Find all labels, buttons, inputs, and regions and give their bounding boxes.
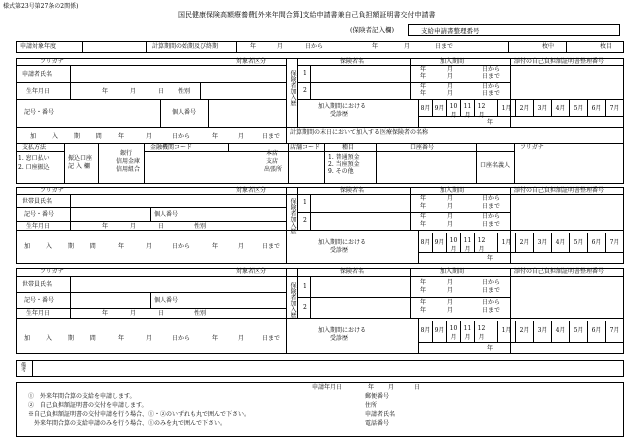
m2-jp-y: 年 [118, 335, 125, 342]
insurer-history-label: 保険者加入歴 [289, 70, 296, 106]
birth-label: 生年月日 [26, 88, 51, 95]
visit-month-cell[interactable]: 4月 [551, 321, 569, 342]
visit-month-cell[interactable]: 7月 [605, 321, 623, 342]
s2-visit-label: 加入期間における [318, 239, 367, 246]
page-number-label: 枚目 [600, 43, 613, 50]
insurer-use-label: (保険者記入欄) [350, 26, 395, 34]
branch-type-3: 出張所 [264, 166, 283, 173]
member-symbol-label: 記号・番号 [24, 211, 55, 218]
period-to: 日まで [435, 43, 454, 50]
m2-birth-y: 年 [102, 310, 109, 317]
bank-type-2: 信用金庫 [116, 158, 141, 165]
history-row-2: 2 [303, 87, 307, 94]
visit-month-cell[interactable]: 4月 [551, 99, 569, 116]
visit-month-cell[interactable]: 6月 [587, 321, 605, 342]
r1-to-m: 月 [447, 73, 454, 80]
footer-line-2[interactable]: ② 自己負担額証明書の交付を申請します。 [28, 402, 148, 409]
r1-to-y: 年 [420, 73, 427, 80]
r1-from-y: 年 [420, 66, 427, 73]
visit-month-cell[interactable]: 10月 [446, 233, 460, 252]
year-label: 申請対象年度 [20, 43, 57, 50]
furigana-label-3: フリガナ [40, 268, 64, 275]
r2-to-d: 日まで [482, 90, 501, 97]
s3-r2-ty: 年 [420, 307, 427, 314]
transfer-label: 振込口座 [68, 155, 93, 162]
r2-to-m: 月 [447, 90, 454, 97]
s3-r1-td: 日まで [482, 287, 501, 294]
jp-from: 日から [172, 133, 191, 140]
birth-year: 年 [102, 88, 109, 95]
s3-r1-fy: 年 [420, 279, 427, 286]
visit-month-cell[interactable]: 2月 [515, 233, 533, 252]
m2-jp-from: 日から [172, 335, 191, 342]
visit-month-cell[interactable]: 1月 [497, 99, 515, 116]
member2-join-label: 加 入 期 間 [24, 335, 103, 342]
m-jp-from: 日から [172, 243, 191, 250]
join-period-label-2: 加入期間 [440, 187, 465, 194]
furigana-label-2: フリガナ [40, 187, 64, 194]
holder-furigana-label: フリガナ [520, 144, 544, 151]
s2-r1-fd: 日から [482, 195, 501, 202]
m-jp-m2: 月 [238, 243, 245, 250]
r1-from-m: 月 [447, 66, 454, 73]
visit-month-cell[interactable]: 5月 [569, 233, 587, 252]
s3-r2-tm: 月 [447, 307, 454, 314]
s3-r2-fy: 年 [420, 299, 427, 306]
visit-month-cell[interactable]: 12月 [474, 99, 488, 116]
applicant-label: 申請者氏名 [365, 411, 396, 418]
visit-month-cell[interactable]: 2月 [515, 321, 533, 342]
r2-from-d: 日から [482, 83, 501, 90]
transfer-label-2: 記 入 欄 [68, 163, 90, 170]
period-month-unit: 月 [277, 43, 284, 50]
insurer-history-label-2: 保険者加入歴 [289, 198, 296, 234]
s2-visit-label-2: 受診歴 [330, 247, 349, 254]
financial-code-label: 金融機関コード [150, 144, 193, 151]
visit-month-cell[interactable]: 7月 [605, 233, 623, 252]
visit-month-cell[interactable]: 9月 [432, 321, 446, 342]
member-birth-label: 生年月日 [26, 223, 51, 230]
bank-type-3: 信用組合 [116, 166, 141, 173]
visit-year-unit: 年 [487, 119, 494, 126]
visit-month-cell[interactable]: 8月 [418, 233, 432, 252]
s2-r1-ty: 年 [420, 203, 427, 210]
attached-cert-label: 添付の自己負担額証明書整理番号 [514, 58, 605, 65]
category-label-2: 対象者区分 [236, 187, 267, 194]
form-title: 国民健康保険高額療養費[外来年間合算]支給申請書兼自己負担額証明書交付申請書 [178, 11, 436, 19]
r1-to-d: 日まで [482, 73, 501, 80]
branch-type-1: 本店 [266, 150, 279, 157]
visit-month-cell[interactable]: 11月 [460, 321, 474, 342]
visit-month-cell[interactable]: 5月 [569, 321, 587, 342]
remarks-box[interactable] [16, 360, 624, 377]
period-year-unit: 年 [250, 43, 257, 50]
ledger-number-label: 支給申請書整理番号 [421, 27, 480, 35]
member-join-label: 加 入 期 間 [24, 243, 103, 250]
period-month-unit-2: 月 [404, 43, 411, 50]
symbol-number-label: 記号・番号 [24, 109, 55, 116]
m2-row-1: 1 [303, 283, 307, 290]
visit-month-cell[interactable]: 11月 [460, 99, 474, 116]
form-number: 様式第23号第27条の2関係) [3, 3, 79, 10]
visit-month-cell[interactable]: 1月 [497, 233, 515, 252]
s2-r2-ty: 年 [420, 221, 427, 228]
payment-option-1[interactable]: 1. 窓口払い [18, 155, 50, 162]
period-year-unit-2: 年 [372, 43, 379, 50]
jp-to: 日まで [262, 133, 281, 140]
end-insurer-label: 計算期間の末日において加入する医療保険者の名称 [290, 129, 429, 136]
date-day: 日 [414, 384, 421, 391]
m2-birth-d: 日 [158, 310, 165, 317]
visit-month-cell[interactable]: 3月 [533, 99, 551, 116]
account-option-3[interactable]: 9. その他 [328, 168, 354, 175]
personal-number-label: 個人番号 [172, 109, 197, 116]
member2-symbol-label: 記号・番号 [24, 297, 55, 304]
visit-month-cell[interactable]: 3月 [533, 321, 551, 342]
s3-visit-label: 加入期間における [318, 327, 367, 334]
visit-month-cell[interactable]: 11月 [460, 233, 474, 252]
account-type-label: 種目 [342, 144, 355, 151]
account-option-2[interactable]: 2. 当座預金 [328, 161, 360, 168]
payment-method-label: 支払方法 [22, 144, 47, 151]
s3-visit-year: 年 [487, 345, 494, 352]
s2-r1-fy: 年 [420, 195, 427, 202]
m-row-1: 1 [303, 199, 307, 206]
s2-r2-fm: 月 [447, 213, 454, 220]
date-label: 申請年月日 [312, 384, 343, 391]
s2-r1-td: 日まで [482, 203, 501, 210]
member-personal-label: 個人番号 [154, 211, 179, 218]
remarks-label: 備考 [20, 362, 26, 372]
birth-month: 月 [130, 88, 137, 95]
s2-r2-fd: 日から [482, 213, 501, 220]
visit-month-cell[interactable]: 8月 [418, 321, 432, 342]
m-jp-y2: 年 [212, 243, 219, 250]
m2-jp-to: 日まで [262, 335, 281, 342]
visit-month-cell[interactable]: 3月 [533, 233, 551, 252]
birth-day: 日 [158, 88, 165, 95]
visit-month-cell[interactable]: 10月 [446, 321, 460, 342]
member2-name-label: 世帯員氏名 [22, 281, 53, 288]
period-from: 日から [305, 43, 324, 50]
m-sex: 性別 [194, 223, 207, 230]
s2-r2-fy: 年 [420, 213, 427, 220]
visit-month-cell[interactable]: 12月 [474, 233, 488, 252]
visit-month-cell[interactable]: 7月 [605, 99, 623, 116]
m2-jp-m: 月 [146, 335, 153, 342]
s2-visit-year: 年 [487, 255, 494, 262]
applicant-name-label: 申請者氏名 [22, 71, 53, 78]
category-label-3: 対象者区分 [236, 268, 267, 275]
visit-month-cell[interactable]: 6月 [587, 99, 605, 116]
jp-month: 月 [146, 133, 153, 140]
insurer-name-label-3: 保険者名 [340, 268, 365, 275]
history-row-1: 1 [303, 70, 307, 77]
m-jp-to: 日まで [262, 243, 281, 250]
visit-month-cell[interactable]: 9月 [432, 99, 446, 116]
s2-r1-fm: 月 [447, 195, 454, 202]
s2-r1-tm: 月 [447, 203, 454, 210]
visit-history-label: 加入期間における [318, 103, 367, 110]
visit-month-cell[interactable]: 6月 [587, 233, 605, 252]
m-row-2: 2 [303, 217, 307, 224]
s3-r2-fm: 月 [447, 299, 454, 306]
visit-month-cell[interactable]: 9月 [432, 233, 446, 252]
phone-label: 電話番号 [365, 420, 390, 427]
s3-r1-tm: 月 [447, 287, 454, 294]
s3-r1-fm: 月 [447, 279, 454, 286]
visit-month-cell[interactable]: 4月 [551, 233, 569, 252]
m2-jp-y2: 年 [212, 335, 219, 342]
visit-history-label-2: 受診歴 [330, 111, 349, 118]
s2-r2-td: 日まで [482, 221, 501, 228]
s3-visit-label-2: 受診歴 [330, 335, 349, 342]
applicant-name-field[interactable] [72, 67, 284, 80]
jp-year: 年 [118, 133, 125, 140]
visit-month-cell[interactable]: 10月 [446, 99, 460, 116]
account-option-1[interactable]: 1. 普通預金 [328, 154, 360, 161]
m2-row-2: 2 [303, 304, 307, 311]
ledger-number-field[interactable] [408, 24, 620, 36]
holder-name-label: 口座名義人 [480, 162, 511, 169]
s3-r2-fd: 日から [482, 299, 501, 306]
insurer-name-label: 保険者名 [340, 58, 365, 65]
page-of-label: 枚中 [542, 43, 555, 50]
member-name-label: 世帯員氏名 [22, 198, 53, 205]
category-label: 対象者区分 [236, 58, 267, 65]
s3-r1-ty: 年 [420, 287, 427, 294]
m2-birth-m: 月 [130, 310, 137, 317]
m-birth-d: 日 [158, 223, 165, 230]
bank-type-1: 銀行 [120, 150, 133, 157]
jp-month-2: 月 [238, 133, 245, 140]
visit-month-cell[interactable]: 8月 [418, 99, 432, 116]
visit-month-cell[interactable]: 2月 [515, 99, 533, 116]
insurer-history-label-3: 保険者加入歴 [289, 282, 296, 318]
footer-line-1[interactable]: ① 外来年間合算の支給を申請します。 [28, 393, 136, 400]
member2-personal-label: 個人番号 [154, 297, 179, 304]
m-birth-m: 月 [130, 223, 137, 230]
m2-sex: 性別 [194, 310, 207, 317]
payment-option-2[interactable]: 2. 口座振込 [18, 164, 50, 171]
attached-cert-label-2: 添付の自己負担額証明書整理番号 [514, 187, 605, 194]
visit-month-cell[interactable]: 5月 [569, 99, 587, 116]
jp-year-2: 年 [212, 133, 219, 140]
footer-line-4: 外来年間合算の支給申請のみを行う場合、①のみを丸で囲んで下さい。 [28, 420, 227, 427]
member2-birth-label: 生年月日 [26, 310, 51, 317]
sex-label: 性別 [178, 88, 191, 95]
join-period-label-3: 加入期間 [440, 268, 465, 275]
m2-jp-m2: 月 [238, 335, 245, 342]
m-jp-m: 月 [146, 243, 153, 250]
postal-code-label: 郵便番号 [365, 393, 390, 400]
s2-r2-tm: 月 [447, 221, 454, 228]
period-label: 計算期間の始期及び終期 [152, 43, 219, 50]
branch-code-label: 店舗コード [290, 144, 321, 151]
m-birth-y: 年 [102, 223, 109, 230]
insurer-name-label-2: 保険者名 [340, 187, 365, 194]
m-jp-y: 年 [118, 243, 125, 250]
r2-from-y: 年 [420, 83, 427, 90]
date-month: 月 [388, 384, 395, 391]
footer-line-3: ※自己負担額証明書の交付申請を行う場合、①・②のいずれも丸で囲んで下さい。 [28, 411, 251, 418]
branch-type-2: 支店 [266, 158, 279, 165]
address-label: 住所 [365, 402, 378, 409]
join-period-row-label: 加 入 期 間 [30, 133, 109, 140]
account-number-label: 口座番号 [410, 144, 435, 151]
visit-month-cell[interactable]: 1月 [497, 321, 515, 342]
r1-from-d: 日から [482, 66, 501, 73]
s3-r2-td: 日まで [482, 307, 501, 314]
r2-to-y: 年 [420, 90, 427, 97]
s3-r1-fd: 日から [482, 279, 501, 286]
date-year: 年 [368, 384, 375, 391]
r2-from-m: 月 [447, 83, 454, 90]
join-period-label: 加入期間 [440, 58, 465, 65]
furigana-label: フリガナ [40, 58, 64, 65]
visit-month-cell[interactable]: 12月 [474, 321, 488, 342]
attached-cert-label-3: 添付の自己負担額証明書整理番号 [514, 268, 605, 275]
